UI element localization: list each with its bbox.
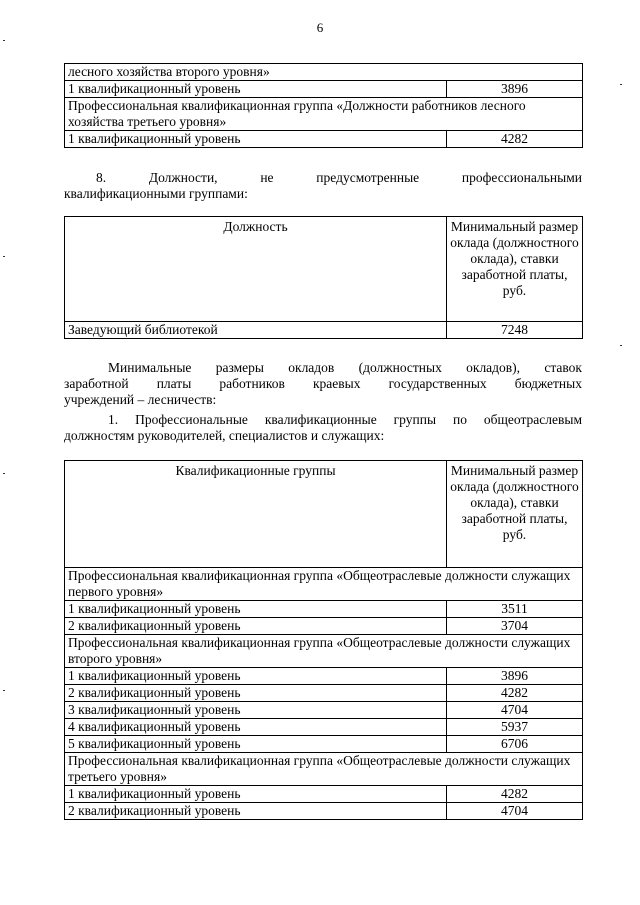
table-row [65,719,583,736]
table-row [65,322,583,339]
group-title: Профессиональная квалификационная группа «Должности работников лесного хозяйства третьего уровня» [65,98,583,131]
paragraph-line: учреждений – лесничеств: [64,392,217,407]
salary-value: 4282 [447,786,583,803]
word: Должности, [148,170,218,185]
table-row [65,568,583,601]
level-label: 5 квалификационный уровень [65,736,447,753]
page-number: 6 [316,20,324,35]
level-label: 1 квалификационный уровень [65,131,447,148]
paragraph-line: должностям руководителей, специалистов и служащих: [64,428,385,443]
scan-speck [620,84,622,85]
word: окладов), [466,360,521,375]
table-row [65,98,583,131]
level-label: 2 квалификационный уровень [65,685,447,702]
scan-speck [3,473,5,474]
header-salary: Минимальный размер оклада (должностного оклада), ставки заработной платы, руб. [447,461,583,568]
item-number: 8. [96,170,107,185]
table-row [65,668,583,685]
group-title: Профессиональная квалификационная группа «Общеотраслевые должности служащих третьего уровня» [65,753,583,786]
word: не [260,170,274,185]
salary-value: 4704 [447,702,583,719]
table-row [65,736,583,753]
level-label: 1 квалификационный уровень [65,668,447,685]
word: краевых [313,376,361,391]
salary-value: 4282 [447,685,583,702]
header-position: Должность [65,217,447,322]
word: ставок [544,360,582,375]
word: (должностных [358,360,442,375]
table-row [65,786,583,803]
table-positions [64,216,583,339]
paragraph-line [64,360,582,376]
position-label: Заведующий библиотекой [65,322,447,339]
paragraph-line: 1. Профессиональные квалификационные группы по общеотраслевым [108,412,582,427]
word: размеры [215,360,264,375]
scan-speck [3,256,5,257]
table-forestry-continuation [64,63,583,148]
header-salary: Минимальный размер оклада (должностного оклада), ставки заработной платы, руб. [447,217,583,322]
salary-value: 3896 [447,668,583,685]
table-row [65,131,583,148]
word: Минимальные [108,360,192,375]
scan-speck [3,690,5,691]
word: платы [156,376,192,391]
table-qualification-groups [64,460,583,820]
salary-value: 5937 [447,719,583,736]
paragraph-minimal-salaries [64,360,582,408]
table-row [65,702,583,719]
salary-value: 7248 [447,322,583,339]
scan-speck [620,345,622,346]
table-row [65,618,583,635]
salary-value: 4704 [447,803,583,820]
word: заработной [64,376,129,391]
salary-value: 3704 [447,618,583,635]
paragraph-line [64,376,582,392]
row-text: лесного хозяйства второго уровня» [65,64,583,81]
table-row [65,601,583,618]
paragraph-8-line1 [64,170,582,186]
word: предусмотренные [316,170,420,185]
level-label: 2 квалификационный уровень [65,803,447,820]
salary-value: 4282 [447,131,583,148]
paragraph-1 [64,412,582,444]
group-title: Профессиональная квалификационная группа «Общеотраслевые должности служащих первого уровня» [65,568,583,601]
table-row [65,64,583,81]
table-header-row [65,217,583,322]
salary-value: 3511 [447,601,583,618]
table-header-row [65,461,583,568]
word: окладов [288,360,335,375]
level-label: 1 квалификационный уровень [65,786,447,803]
table-row [65,685,583,702]
level-label: 2 квалификационный уровень [65,618,447,635]
table-row [65,635,583,668]
scan-speck [3,40,5,41]
group-title: Профессиональная квалификационная группа «Общеотраслевые должности служащих второго уровня» [65,635,583,668]
word: работников [219,376,285,391]
table-row [65,81,583,98]
word: государственных [388,376,487,391]
salary-value: 3896 [447,81,583,98]
word: бюджетных [514,376,582,391]
level-label: 4 квалификационный уровень [65,719,447,736]
level-label: 3 квалификационный уровень [65,702,447,719]
salary-value: 6706 [447,736,583,753]
level-label: 1 квалификационный уровень [65,601,447,618]
table-row [65,753,583,786]
paragraph-8 [64,170,582,202]
level-label: 1 квалификационный уровень [65,81,447,98]
table-row [65,803,583,820]
word: профессиональными [461,170,582,185]
header-groups: Квалификационные группы [65,461,447,568]
paragraph-8-line2: квалификационными группами: [64,186,248,201]
